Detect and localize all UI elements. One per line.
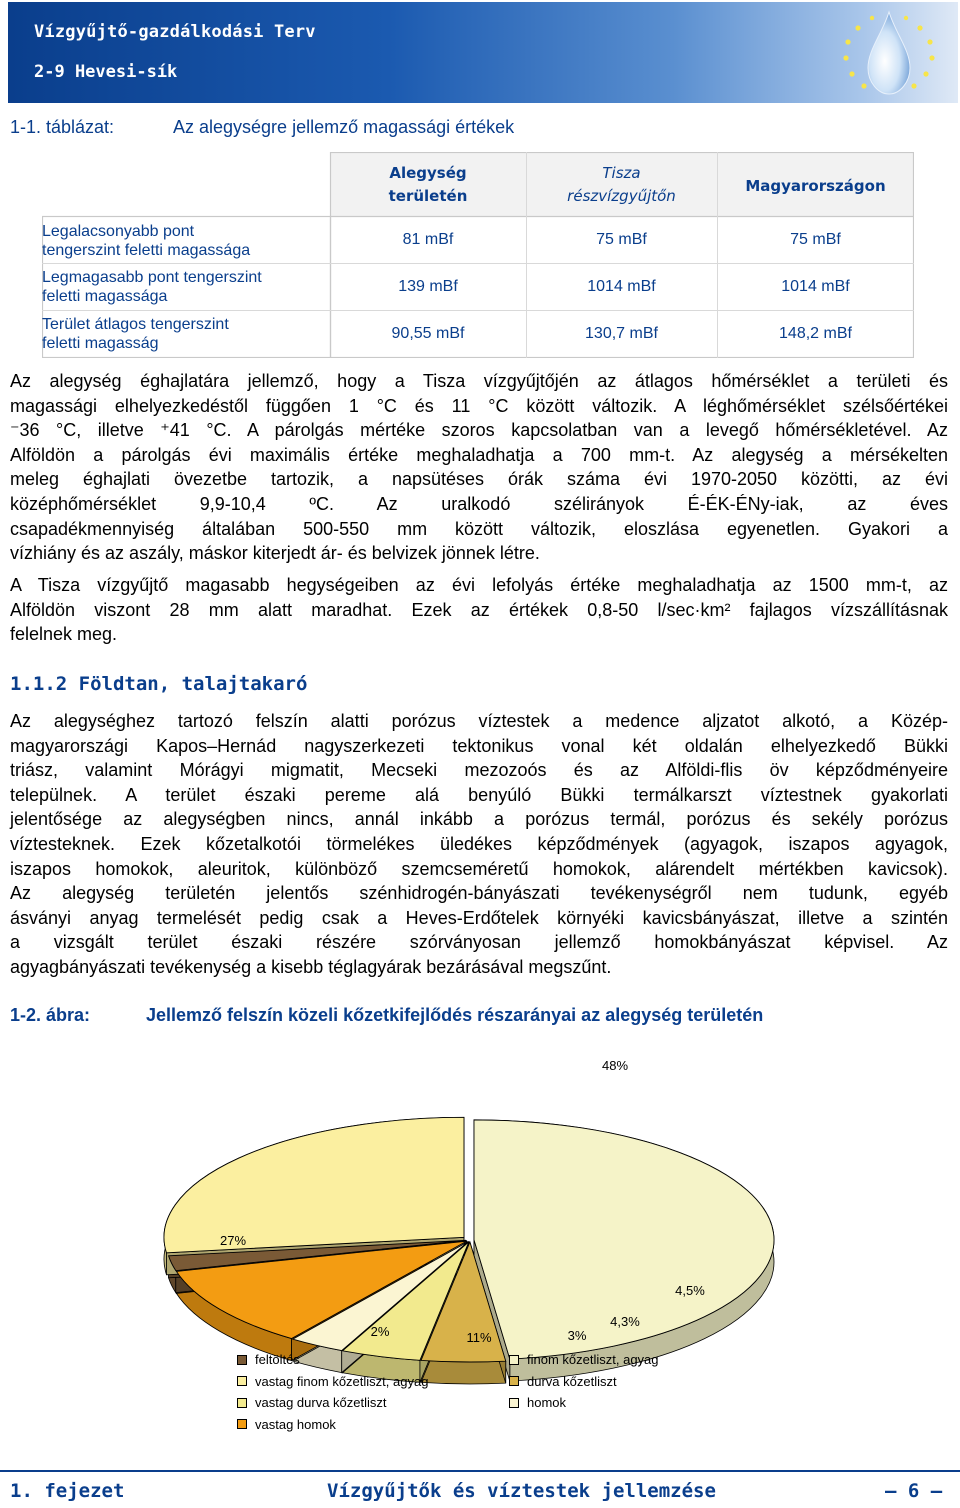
legend-label: durva kőzetliszt: [527, 1373, 617, 1389]
page-number: 6: [907, 1480, 920, 1502]
pie-value-label: 4,3%: [610, 1314, 640, 1329]
paragraph-line: iszapos homokok, aleuritok, különböző szemcseméretű homokok, alárendelt mértékben kavicsok).: [10, 858, 948, 879]
footer-title: Vízgyűjtők és víztestek jellemzése: [327, 1480, 716, 1502]
section-heading: 1.1.2 Földtan, talajtakaró: [10, 673, 308, 695]
col-header-alegyseg: [330, 156, 526, 214]
legend-label: vastag durva kőzetliszt: [255, 1395, 387, 1410]
table-cell: 81 mBf: [402, 230, 454, 248]
legend-label: vastag homok: [255, 1416, 336, 1432]
paragraph-line: Az alegységhez tartozó felszín alatti porózus víztestek a medence aljzatot alkotó, a Közép-: [10, 711, 948, 731]
paragraph-line: magassági elhelyezkedéstől függően 1 °C és 11 °C között változik. A léghőmérséklet szélsőértékei: [10, 395, 948, 416]
paragraph-line: triász, valamint Mórágyi migmatit, Mecseki mezozoós és az Alföldi-flis öv képződményeire: [10, 760, 948, 781]
table-cell: 75 mBf: [596, 230, 647, 248]
pie-value-label: 48%: [601, 1058, 629, 1073]
paragraph-line: vízhiány és az aszály, máskor kiterjedt ár- és belvizek jönnek létre.: [10, 543, 540, 564]
legend-item: [509, 1352, 659, 1367]
legend-item: [509, 1374, 617, 1389]
pie-slice-vastag-finom-k-zetliszt-agyag: [164, 1117, 464, 1252]
row-label-lowest: [42, 222, 330, 260]
paragraph-line: A Tisza vízgyűjtő magasabb hegységeiben az évi lefolyás értéke meghaladhatja az 1500 mm-t, az: [10, 575, 948, 595]
legend-item: [237, 1352, 300, 1367]
table-cell: 75 mBf: [790, 230, 841, 248]
table-cell: 139 mBf: [398, 277, 458, 295]
pie-value-label: 4,5%: [675, 1283, 705, 1298]
paragraph-line: agyagbányászati tevékenység a kisebb téglagyárak bezárásával megszűnt.: [10, 956, 612, 977]
table-cell: 130,7 mBf: [585, 325, 658, 342]
col-header-magyarorszag-line1: Magyarországon: [745, 176, 886, 195]
row-label-lowest-line1: Legalacsonyabb pont: [42, 223, 195, 240]
paragraph-line: Az alegység éghajlatára jellemző, hogy a Tisza vízgyűjtőjén az átlagos hőmérséklet a területi és: [10, 371, 948, 391]
paragraph-line: Alföldön a párolgás évi maximális értéke meghaladhatja a 700 mm-t. Az alegység a mérsékelten: [10, 444, 948, 465]
rock-composition-pie-chart: [0, 1040, 960, 1460]
legend-item: [509, 1395, 566, 1410]
legend-swatch: [237, 1398, 247, 1408]
paragraph-line: víztesteknek. Ezek kőzetalkotói törmelékes üledékes képződmények (agyagok, iszapos agyagok,: [10, 833, 948, 854]
row-label-lowest-line2: tengerszint feletti magassága: [42, 242, 251, 259]
row-label-average-line2: feletti magasság: [42, 335, 159, 352]
col-header-alegyseg-line2: területén: [388, 187, 468, 205]
header-subtitle: 2-9 Hevesi-sík: [34, 62, 178, 82]
paragraph-line: felelnek meg.: [10, 624, 118, 645]
footer-page-number: — 6 —: [885, 1480, 943, 1502]
pie-value-label: 3%: [567, 1328, 587, 1343]
table-cell: 1014 mBf: [781, 277, 850, 295]
table-cell: 148,2 mBf: [779, 325, 852, 342]
row-label-average: [42, 315, 330, 353]
legend-label: vastag finom kőzetliszt, agyag: [255, 1373, 429, 1389]
paragraph-line: középhőmérséklet 9,9-10,4 ºC. Az uralkodó szélirányok É-ÉK-ÉNy-iak, az éves: [10, 493, 948, 514]
table-cell: 1014 mBf: [587, 277, 656, 295]
legend-item: [237, 1417, 336, 1432]
col-header-tisza-line1: Tisza: [602, 164, 641, 182]
pie-value-label: 11%: [466, 1330, 492, 1345]
legend-swatch: [237, 1376, 247, 1386]
header-title: Vízgyűjtő-gazdálkodási Terv: [34, 22, 316, 42]
paragraph-line: magyarországi Kapos–Hernád nagyszerkezeti tektonikus vonal két oldalán elhelyezkedő Bükki: [10, 735, 948, 756]
row-label-highest-line1: Legmagasabb pont tengerszint: [42, 269, 262, 286]
col-header-magyarorszag: [717, 166, 914, 206]
figure-caption-title: Jellemző felszín közeli kőzetkifejlődés részarányai az alegység területén: [146, 1005, 764, 1025]
row-label-highest-line2: feletti magassága: [42, 288, 168, 305]
table-caption-title: Az alegységre jellemző magassági értékek: [173, 117, 515, 137]
legend-label: finom kőzetliszt, agyag: [527, 1352, 659, 1367]
paragraph-line: ásványi anyag termelését pedig csak a Heves-Erdőtelek környéki kavicsbányászat, illetve a szintén: [10, 907, 948, 928]
legend-item: [237, 1395, 387, 1410]
paragraph-line: csapadékmennyiség általában 500-550 mm között változik, eloszlása egyenetlen. Gyakori a: [10, 518, 948, 539]
paragraph-line: Alföldön viszont 28 mm alatt maradhat. Ezek az értékek 0,8-50 l/sec·km² fajlagos vízszállításnak: [10, 599, 948, 620]
table-caption-number: 1-1. táblázat:: [10, 117, 115, 137]
climate-paragraph: [10, 369, 948, 566]
legend-swatch: [237, 1419, 247, 1429]
paragraph-line: a vizsgált terület északi részére szórványosan jellemző homokbányászat képvisel. Az: [10, 932, 948, 953]
legend-label: feltöltés: [255, 1352, 300, 1367]
legend-swatch: [237, 1355, 247, 1365]
col-header-alegyseg-line1: Alegység: [389, 164, 467, 182]
legend-label: homok: [527, 1395, 567, 1410]
figure-caption-number: 1-2. ábra:: [10, 1005, 91, 1025]
footer-chapter: 1. fejezet: [10, 1480, 125, 1502]
col-header-tisza: [526, 156, 717, 214]
footer-divider: [0, 1470, 960, 1472]
row-label-highest: [42, 268, 330, 306]
legend-item: [237, 1374, 428, 1389]
runoff-paragraph: [10, 573, 948, 647]
pie-value-label: 27%: [219, 1233, 247, 1248]
elevation-table: [42, 152, 914, 358]
pie-slice-tops: [164, 1117, 774, 1362]
row-label-average-line1: Terület átlagos tengerszint: [42, 316, 229, 333]
geology-paragraph: [10, 709, 948, 980]
legend-swatch: [509, 1355, 519, 1365]
paragraph-line: Az alegység területén jelentős szénhidrogén-bányászati tevékenységről nem tudunk, egyéb: [10, 883, 948, 904]
document-header: [8, 2, 958, 103]
pie-slice-side: [421, 1360, 506, 1384]
paragraph-line: meleg éghajlati övezetbe tartozik, a napsütéses órák száma évi 1970-2050 közötti, az évi: [10, 469, 948, 490]
water-drop-stars-logo-icon: [834, 6, 944, 100]
col-header-tisza-line2: részvízgyűjtőn: [567, 187, 676, 205]
legend-swatch: [509, 1398, 519, 1408]
paragraph-line: jelentősége az alegységben nincs, annál inkább a porózus termál, porózus és sekély porózus: [10, 809, 948, 830]
paragraph-line: települnek. A terület északi pereme alá benyúló Bükki termálkarszt víztestnek gyakorlati: [10, 784, 948, 805]
pie-value-label: 2%: [370, 1324, 390, 1339]
legend-swatch: [509, 1376, 519, 1386]
table-cell: 90,55 mBf: [391, 325, 465, 342]
paragraph-line: ⁻36 °C, illetve ⁺41 °C. A párolgás mértéke szoros kapcsolatban van a levegő hőmérsékletével. Az: [10, 420, 948, 441]
